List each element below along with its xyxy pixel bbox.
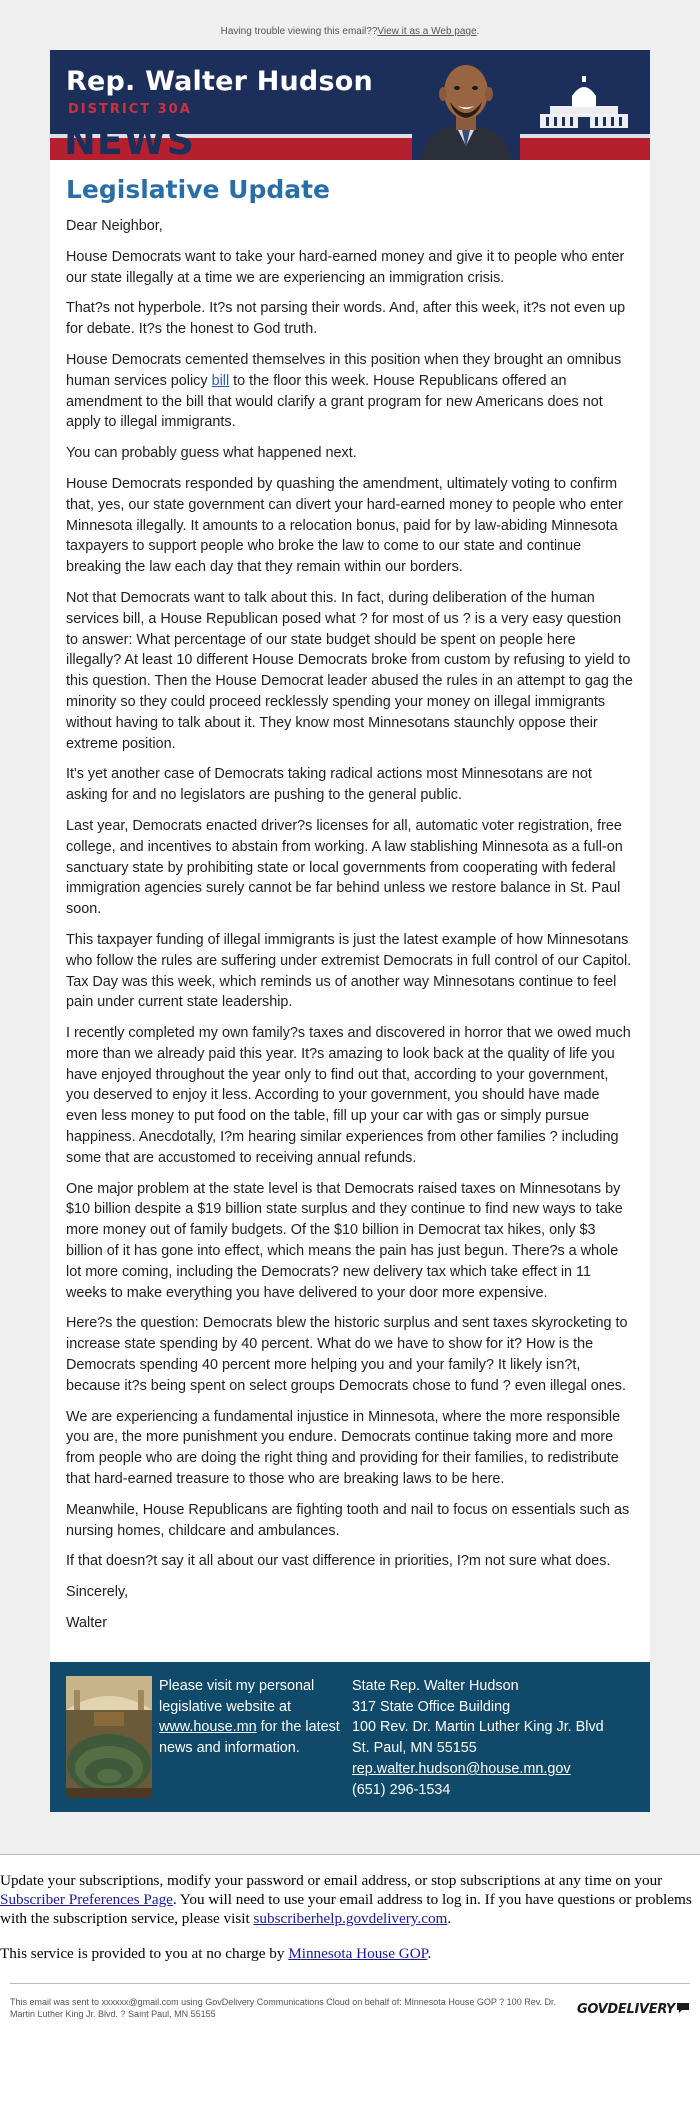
closing: Sincerely, <box>66 1584 129 1601</box>
paragraph-13: We are experiencing a fundamental injustice in Minnesota, where the more responsible you are, the more punishment you endure. Democrats continue taking more and more from people who are doing the right thing and providing for their families, to redistribute that hard-earned treasure to those who are breaking laws to be here. <box>66 1408 621 1488</box>
capitol-building-icon <box>538 74 630 132</box>
representative-portrait-image <box>412 50 520 160</box>
paragraph-2: That?s not hyperbole. It?s not parsing their words. And, after this week, it?s not even up for debate. It?s the honest to God truth. <box>66 300 626 338</box>
paragraph-15: If that doesn?t say it all about our vast difference in priorities, I?m not sure what does. <box>66 1553 611 1570</box>
paragraph-3: House Democrats cemented themselves in this position when they brought an omnibus human services policy bill to the floor this week. House Republicans offered an amendment to the bill that would clarify a grant program for new Americans does not apply to illegal immigrants. <box>66 351 622 431</box>
greeting: Dear Neighbor, <box>66 218 163 234</box>
office-contact-info <box>352 1676 642 1801</box>
banner-news: NEWS <box>64 119 196 160</box>
contact-office: 317 State Office Building <box>352 1698 511 1715</box>
subscriber-help-link[interactable]: subscriberhelp.govdelivery.com <box>253 1909 448 1927</box>
banner-rep-name: Rep. Walter Hudson <box>66 66 373 97</box>
paragraph-6: Not that Democrats want to talk about this. In fact, during deliberation of the human services bill, a House Republican posed what ? for most of us ? is a very easy question to answer: What percentage of our state budget should be spent on people here illegally? At least 10 different House Democrats broke from custom by refusing to yield to this question. Then the House Democrat leader abused the rules in an attempt to gag the minority so they could proceed recklessly spending your money on illegal immigrants without having to talk about it. They know most Minnesotans staunchly oppose their extreme position. <box>66 589 633 752</box>
paragraph-5: House Democrats responded by quashing the amendment, ultimately voting to confirm that, yes, our state government can divert your hard-earned money to people who enter Minnesota illegally. It amounts to a relocation bonus, paid for by law-abiding Minnesota taxpayers to support people who broke the law to come to our state and continue breaking the law each day that they remain within our borders. <box>66 475 623 576</box>
paragraph-12: Here?s the question: Democrats blew the historic surplus and sent taxes skyrocketing to increase state spending by 40 percent. What do we have to show for it? How is the Democrats spending 40 percent more helping you and your family? It likely isn?t, because it?s being spent on select groups Democrats chose to fund ? even illegal ones. <box>66 1315 628 1394</box>
article-body <box>50 160 650 1662</box>
paragraph-8: Last year, Democrats enacted driver?s licenses for all, automatic voter registration, free college, and incentives to abstain from working. A law stablishing Minnesota as a full-on sanctuary state by prohibiting state or local governments from cooperating with federal immigration agencies surely cannot be far behind unless we restore balance in St. Paul soon. <box>66 817 623 918</box>
house-chamber-image <box>66 1676 152 1798</box>
view-online-bar: Having trouble viewing this email??View it as a Web page. <box>220 26 480 37</box>
subscriber-preferences-link[interactable]: Subscriber Preferences Page <box>0 1890 173 1908</box>
service-provider-paragraph: This service is provided to you at no charge by Minnesota House GOP. <box>0 1944 432 1962</box>
paragraph-14: Meanwhile, House Republicans are fighting tooth and nail to focus on essentials such as nursing homes, childcare and ambulances. <box>66 1501 630 1539</box>
contact-street: 100 Rev. Dr. Martin Luther King Jr. Blvd <box>352 1719 604 1736</box>
contact-city: St. Paul, MN 55155 <box>352 1740 477 1757</box>
trouble-text: Having trouble viewing this email?? <box>220 26 378 37</box>
paragraph-7: It's yet another case of Democrats taking radical actions most Minnesotans are not asking for and no legislators are pushing to the general public. <box>66 766 592 804</box>
website-blurb: Please visit my personal legislative website at www.house.mn for the latest news and information. <box>159 1677 340 1757</box>
paragraph-9: This taxpayer funding of illegal immigrants is just the latest example of how Minnesotans who follow the rules are suffering under extremist Democrats in full control of our Capitol. Tax Day was this week, which reminds us of another way Minnesotans continue to feel pain under current state leadership. <box>66 931 632 1011</box>
paragraph-4: You can probably guess what happened next. <box>66 445 357 462</box>
subscription-notice <box>0 1854 700 1963</box>
page-title: Legislative Update <box>66 175 331 204</box>
legal-footer <box>0 1984 700 2044</box>
contact-email-link[interactable]: rep.walter.hudson@house.mn.gov <box>352 1761 571 1777</box>
view-web-page-link[interactable]: View it as a Web page <box>377 26 477 37</box>
newsletter-banner <box>50 50 650 160</box>
legal-text: This email was sent to xxxxxx@gmail.com using GovDelivery Communications Cloud on behalf of: Minnesota House GOP ? 100 Rev. Dr. Martin Luther King Jr. Blvd. ? Saint Paul, MN 55155 <box>10 1996 557 2019</box>
govdelivery-logo[interactable]: GOVDELIVERY <box>577 2002 690 2017</box>
signature: Walter <box>66 1615 108 1632</box>
house-gop-link[interactable]: Minnesota House GOP <box>288 1944 428 1962</box>
house-website-link[interactable]: www.house.mn <box>159 1719 257 1736</box>
bill-link[interactable]: bill <box>211 372 230 389</box>
banner-district: DISTRICT 30A <box>68 102 192 117</box>
email-container <box>50 50 650 1812</box>
contact-name: State Rep. Walter Hudson <box>352 1677 519 1694</box>
contact-footer <box>50 1662 650 1812</box>
contact-phone: (651) 296-1534 <box>352 1781 451 1798</box>
subscription-paragraph: Update your subscriptions, modify your password or email address, or stop subscriptions at any time on your Subscriber Preferences Page. You will need to use your email address to log in. If you have questions or problems with the subscription service, please visit subscriberhelp.govdelivery.com. <box>0 1871 692 1927</box>
speech-bubble-icon <box>676 2002 690 2014</box>
paragraph-10: I recently completed my own family?s taxes and discovered in horror that we owed much more than we already paid this year. It?s amazing to look back at the quality of life you have enjoyed throughout the year only to find out that, according to your government, you deserved to enjoy it less. According to your government, you should have made even less money to put food on the table, fill up your car with gas or simply pursue happiness. Anecdotally, I?m hearing similar experiences from other families ? including some that are accustomed to receiving annual refunds. <box>66 1025 631 1166</box>
paragraph-11: One major problem at the state level is that Democrats raised taxes on Minnesotans by $10 billion despite a $19 billion state surplus and they continue to find new ways to take more money out of family budgets. Of the $10 billion in Democrat tax hikes, only $3 billion of it has gone into effect, which means the pain has just begun. There?s a whole lot more coming, including the Democrats? new delivery tax which take effect in 11 weeks to make everything you have delivered to your door more expensive. <box>66 1180 623 1301</box>
paragraph-1: House Democrats want to take your hard-earned money and give it to people who enter our state illegally at a time we are experiencing an immigration crisis. <box>66 248 625 286</box>
